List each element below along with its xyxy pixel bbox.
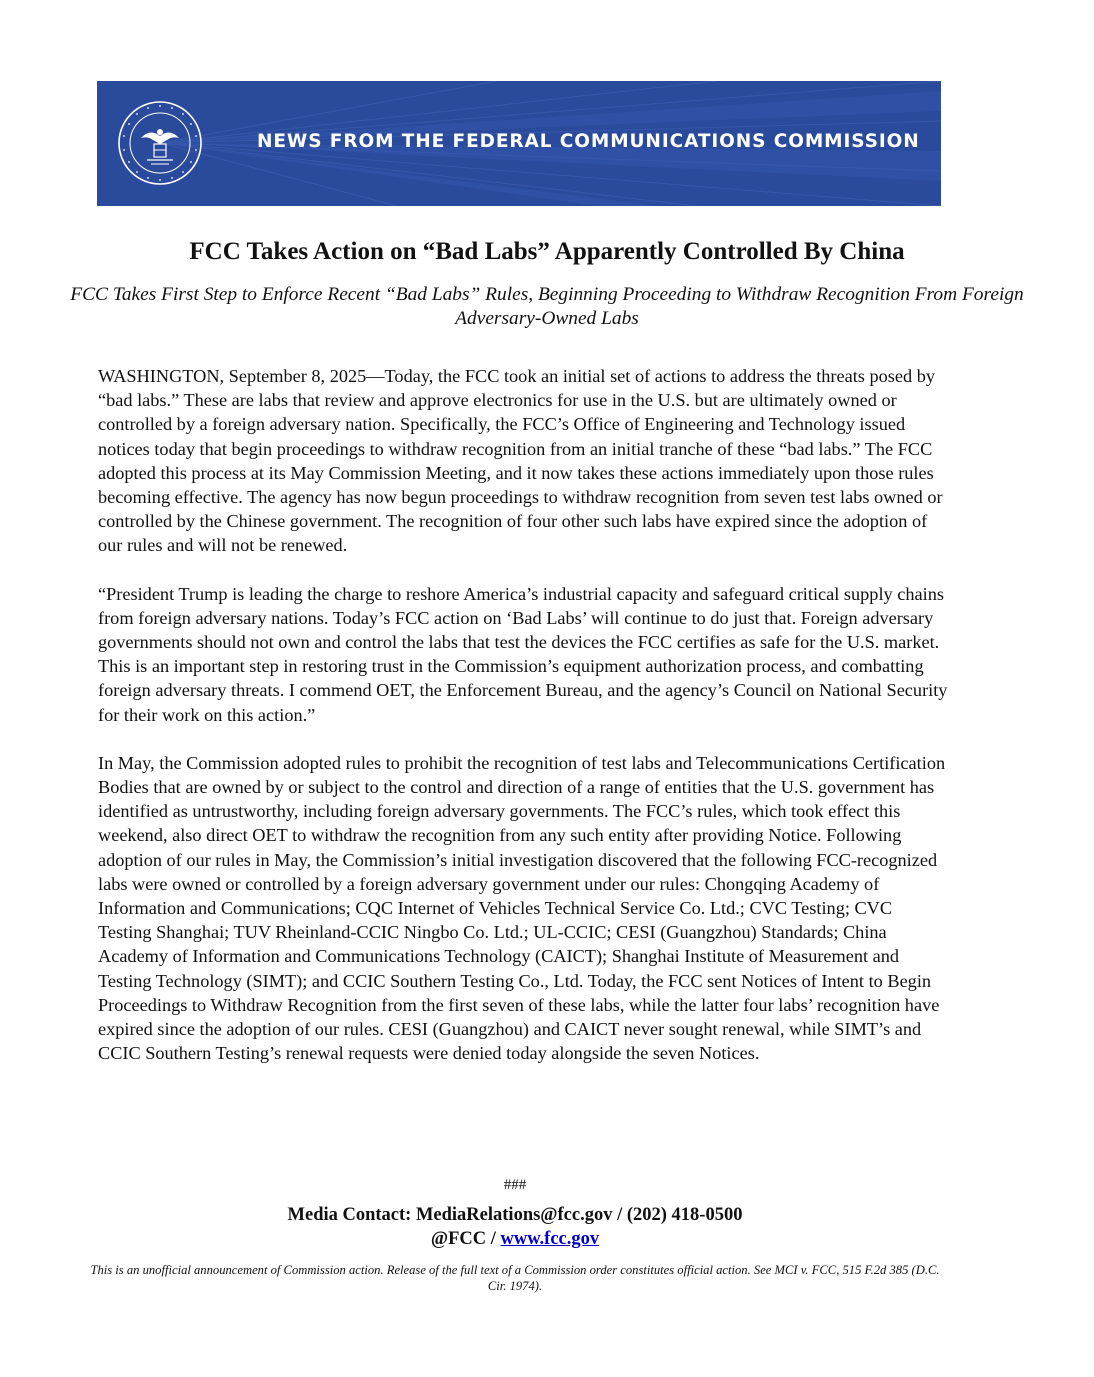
page-subtitle: FCC Takes First Step to Enforce Recent “Bad Labs” Rules, Beginning Proceeding to Withdraw Recognition From Foreign Adversary-Owned Labs [70, 284, 1024, 329]
news-banner [97, 81, 941, 206]
fcc-handle: @FCC / [430, 1229, 501, 1249]
banner-title: NEWS FROM THE FEDERAL COMMUNICATIONS COMMISSION [257, 131, 920, 152]
social-web-line [0, 1227, 1030, 1251]
media-contact [0, 1203, 1030, 1251]
closing-mark: ### [503, 1177, 527, 1193]
media-contact-line: Media Contact: MediaRelations@fcc.gov / (202) 418-0500 [287, 1205, 743, 1225]
disclaimer: This is an unofficial announcement of Commission action. Release of the full text of a Commission order constitutes official action. See MCI v. FCC, 515 F.2d 385 (D.C. Cir. 1974). [90, 1263, 940, 1293]
page-title: FCC Takes Action on “Bad Labs” Apparently Controlled By China [189, 238, 905, 265]
fcc-website-link[interactable]: www.fcc.gov [500, 1229, 600, 1249]
paragraph-background: In May, the Commission adopted rules to prohibit the recognition of test labs and Telecommunications Certification Bodies that are owned by or subject to the control and direction of a range of entities that the U.S. government has identified as untrustworthy, including foreign adversary governments. The FCC’s rules, which took effect this weekend, also direct OET to withdraw the recognition from any such entity after providing Notice. Following adoption of our rules in May, the Commission’s initial investigation discovered that the following FCC-recognized labs were owned or controlled by a foreign adversary government under our rules: Chongqing Academy of Information and Communications; CQC Internet of Vehicles Technical Service Co. Ltd.; CVC Testing; CVC Testing Shanghai; TUV Rheinland-CCIC Ningbo Co. Ltd.; UL-CCIC; CESI (Guangzhou) Standards; China Academy of Information and Communications Technology (CAICT); Shanghai Institute of Measurement and Testing Technology (SIMT); and CCIC Southern Testing Co., Ltd. Today, the FCC sent Notices of Intent to Begin Proceedings to Withdraw Recognition from the first seven of these labs, while the latter four labs’ recognition have expired since the adoption of our rules. CESI (Guangzhou) and CAICT never sought renewal, while SIMT’s and CCIC Southern Testing’s renewal requests were denied today alongside the seven Notices. [98, 752, 946, 1064]
paragraph-quote: “President Trump is leading the charge to reshore America’s industrial capacity and safeguard critical supply chains from foreign adversary nations. Today’s FCC action on ‘Bad Labs’ will continue to do just that. Foreign adversary governments should not own and control the labs that test the devices the FCC certifies as safe for the U.S. market. This is an important step in restoring trust in the Commission’s equipment authorization process, and combatting foreign adversary threats. I commend OET, the Enforcement Bureau, and the agency’s Council on National Security for their work on this action.” [98, 583, 948, 725]
fcc-seal-icon [117, 100, 203, 186]
press-release-body [98, 364, 948, 1089]
paragraph-intro: WASHINGTON, September 8, 2025—Today, the FCC took an initial set of actions to address the threats posed by “bad labs.” These are labs that review and approve electronics for use in the U.S. but are ultimately owned or controlled by a foreign adversary nation. Specifically, the FCC’s Office of Engineering and Technology issued notices today that begin proceedings to withdraw recognition from an initial tranche of these “bad labs.” The FCC adopted this process at its May Commission Meeting, and it now takes these actions immediately upon those rules becoming effective. The agency has now begun proceedings to withdraw recognition from seven test labs owned or controlled by the Chinese government. The recognition of four other such labs have expired since the adoption of our rules and will not be renewed. [98, 366, 943, 556]
